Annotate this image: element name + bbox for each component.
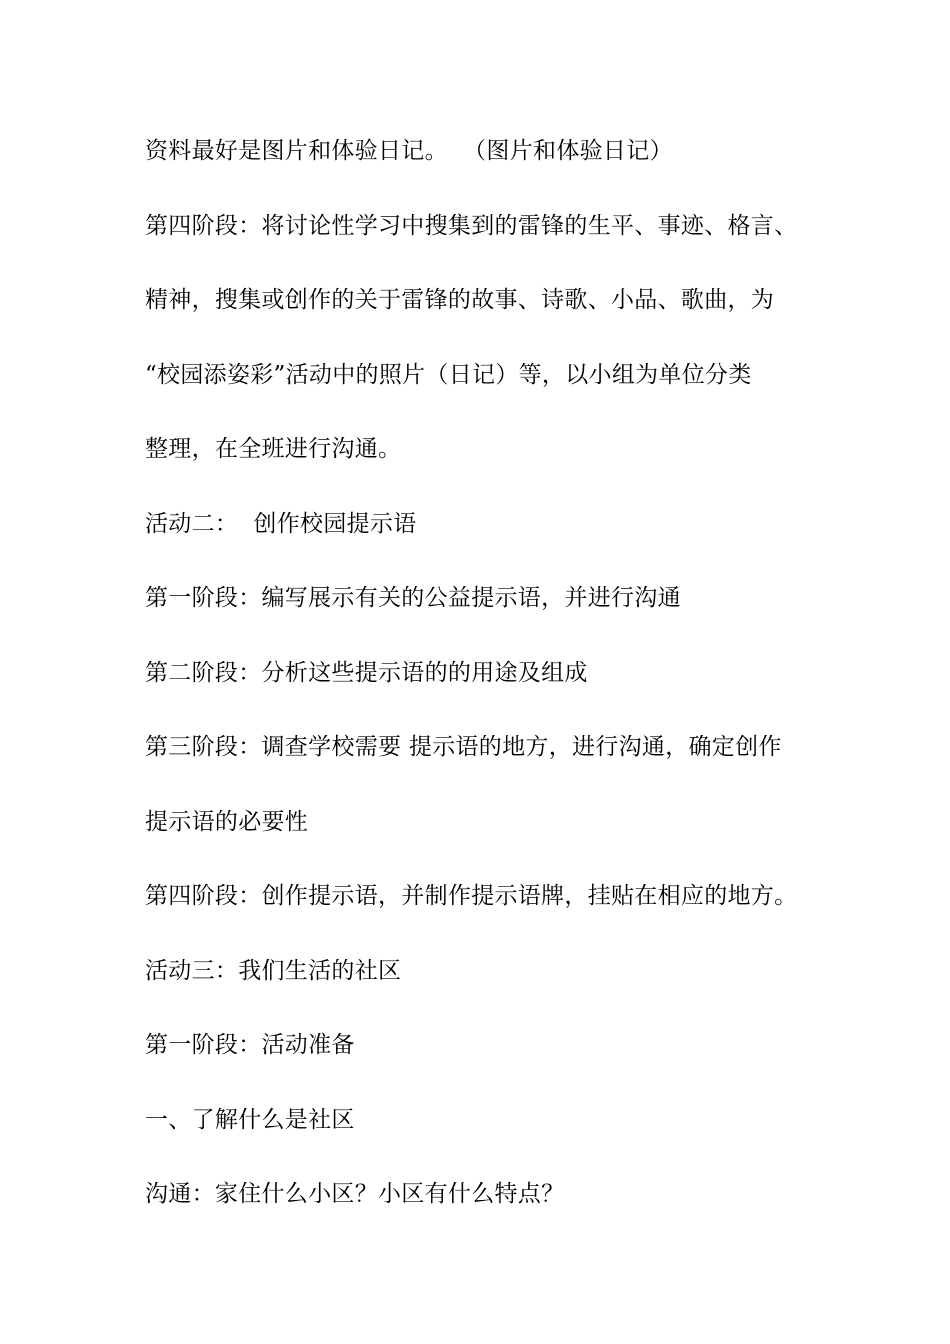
text-line: 资料最好是图片和体验日记。 （图片和体验日记） — [145, 138, 673, 164]
text-line: 第二阶段：分析这些提示语的的用途及组成 — [145, 660, 588, 686]
text-line: 第一阶段：编写展示有关的公益提示语，并进行沟通 — [145, 585, 681, 611]
text-line: 第一阶段：活动准备 — [145, 1032, 355, 1058]
text-line: 整理，在全班进行沟通。 — [145, 436, 402, 462]
text-line: 一、了解什么是社区 — [145, 1107, 355, 1133]
text-line: “校园添姿彩”活动中的照片（日记）等，以小组为单位分类 — [145, 362, 752, 388]
text-line: 第三阶段：调查学校需要 提示语的地方，进行沟通，确定创作 — [145, 734, 782, 760]
text-line: 第四阶段：创作提示语，并制作提示语牌，挂贴在相应的地方。 — [145, 883, 798, 909]
text-line: 第四阶段：将讨论性学习中搜集到的雷锋的生平、事迹、格言、 — [145, 213, 798, 239]
text-line: 沟通：家住什么小区？小区有什么特点？ — [145, 1181, 565, 1207]
text-line: 提示语的必要性 — [145, 809, 309, 835]
section-heading: 活动三：我们生活的社区 — [145, 958, 402, 984]
section-heading: 活动二： 创作校园提示语 — [145, 511, 417, 537]
text-line: 精神，搜集或创作的关于雷锋的故事、诗歌、小品、歌曲，为 — [145, 287, 775, 313]
